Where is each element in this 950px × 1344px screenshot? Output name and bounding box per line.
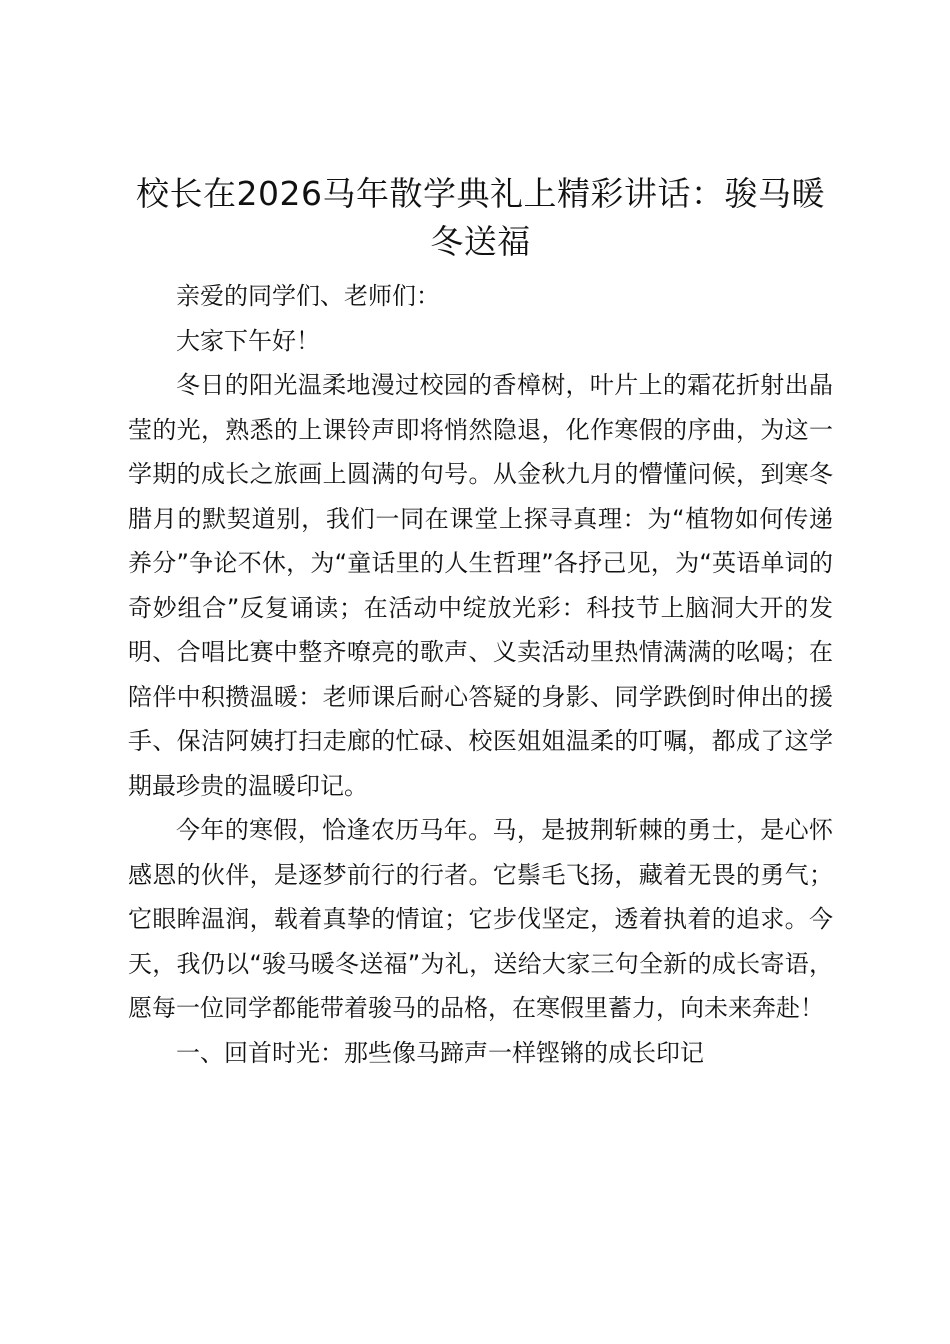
salutation: 大家下午好！ xyxy=(176,326,320,355)
body-paragraph-2: 今年的寒假，恰逢农历马年。马，是披荆斩棘的勇士，是心怀感恩的伙伴，是逐梦前行的行者。它鬃毛飞扬，藏着无畏的勇气；它眼眸温润，载着真挚的情谊；它步伐坚定，透着执着的追求。今天，我仍以“骏马暖冬送福”为礼，送给大家三句全新的成长寄语，愿每一位同学都能带着骏马的品格，在寒假里蓄力，向未来奔赴！ xyxy=(128,816,833,1022)
body-paragraph-1: 冬日的阳光温柔地漫过校园的香樟树，叶片上的霜花折射出晶莹的光，熟悉的上课铃声即将悄然隐退，化作寒假的序曲，为这一学期的成长之旅画上圆满的句号。从金秋九月的懵懂问候，到寒冬腊月的默契道别，我们一同在课堂上探寻真理：为“植物如何传递养分”争论不休，为“童话里的人生哲理”各抒己见，为“英语单词的奇妙组合”反复诵读；在活动中绽放光彩：科技节上脑洞大开的发明、合唱比赛中整齐嘹亮的歌声、义卖活动里热情满满的吆喝；在陪伴中积攒温暖：老师课后耐心答疑的身影、同学跌倒时伸出的援手、保洁阿姨打扫走廊的忙碌、校医姐姐温柔的叮嘱，都成了这学期最珍贵的温暖印记。 xyxy=(128,371,833,800)
section-heading: 一、回首时光：那些像马蹄声一样铿锵的成长印记 xyxy=(176,1038,704,1067)
document-title: 校长在2026马年散学典礼上精彩讲话：骏马暖冬送福 xyxy=(136,174,825,261)
document-page xyxy=(128,170,833,1075)
greeting: 亲爱的同学们、老师们： xyxy=(176,282,440,310)
